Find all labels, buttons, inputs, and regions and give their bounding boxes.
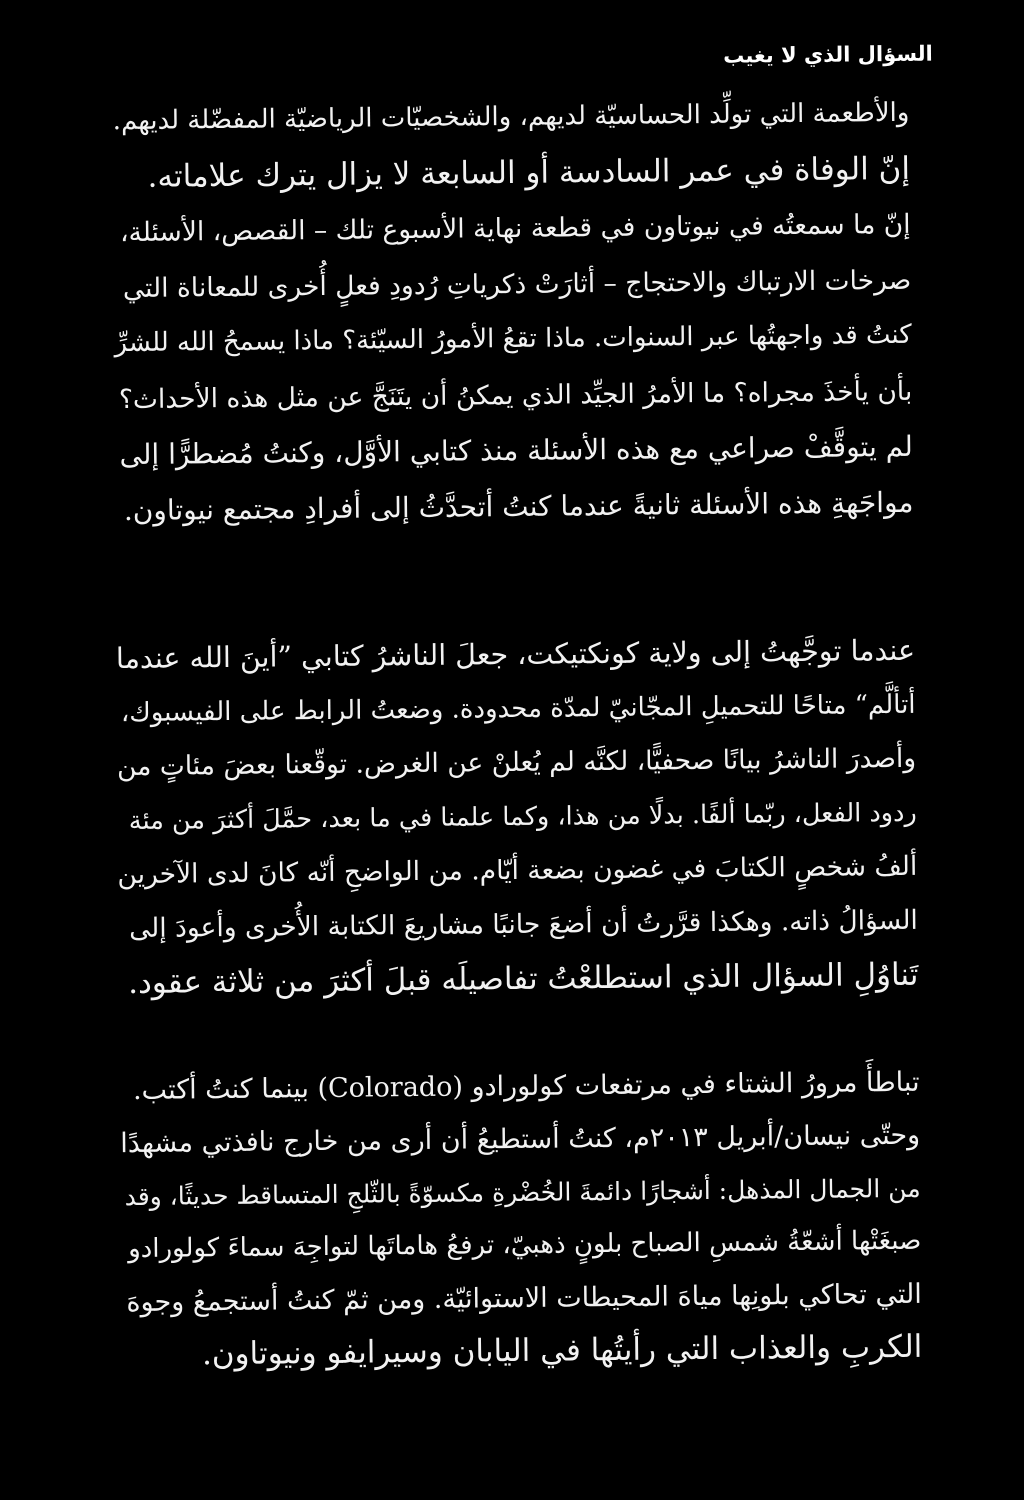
text-line: من الجمال المذهل: أشجارًا دائمةَ الخُضْرةِ مكسوّةً بالثّلجِ المتساقط حديثًا، وقد — [124, 1173, 921, 1212]
text-line: وحتّى نيسان/أبريل ٢٠١٣م، كنتُ أستطيعُ أن أرى من خارج نافذتي مشهدًا — [120, 1119, 921, 1160]
text-line: التي تحاكي بلونِها مياهَ المحيطات الاستوائيّة. ومن ثمّ كنتُ أستجمعُ وجوهَ — [126, 1278, 922, 1319]
text-line: والأطعمة التي تولِّد الحساسيّة لديهم، والشخصيّات الرياضيّة المفضّلة لديهم. — [112, 97, 910, 137]
text-line: كنتُ قد واجهتُها عبر السنوات. ماذا تقعُ الأمورُ السيّئة؟ ماذا يسمحُ الله للشرِّ — [114, 319, 912, 359]
text-line: مواجَهةِ هذه الأسئلة ثانيةً عندما كنتُ أتحدَّثُ إلى أفرادِ مجتمع نيوتاون. — [123, 485, 914, 527]
text-line: إنّ الوفاة في عمر السادسة أو السابعة لا يزال يترك علاماته. — [147, 150, 911, 195]
paragraph-1 — [109, 86, 914, 538]
paragraph-2 — [115, 624, 919, 1010]
text-line: وأصدرَ الناشرُ بيانًا صحفيًّا، لكنَّه لم يُعلنْ عن الغرض. توقّعنا بعضَ مئاتٍ من — [116, 742, 917, 783]
text-line: لم يتوقَّفْ صراعي مع هذه الأسئلة منذ كتابي الأوَّل، وكنتُ مُضطرًّا إلى — [119, 429, 914, 472]
text-line: الكربِ والعذاب التي رأيتُها في اليابان وسيرايفو ونيوتاون. — [201, 1328, 923, 1373]
text-line: صرخات الارتباك والاحتجاج – أثارَتْ ذكرياتِ رُدودِ فعلٍ أُخرى للمعاناة التي — [122, 264, 912, 304]
running-header: السؤال الذي لا يغيب — [723, 41, 933, 68]
paragraph-3 — [119, 1056, 922, 1382]
text-line: السؤالُ ذاته. وهكذا قرَّرتُ أن أضعَ جانبًا مشاريعَ الكتابة الأُخرى وأعودَ إلى — [128, 904, 918, 945]
text-line: بأن يأخذَ مجراه؟ ما الأمرُ الجيِّد الذي يمكنُ أن يتَنَجَّ عن مثل هذه الأحداث؟ — [118, 375, 913, 415]
text-line: تباطأَ مرورُ الشتاء في مرتفعات كولورادو (Colorado) بينما كنتُ أكتب. — [132, 1066, 920, 1106]
text-line: عندما توجَّهتُ إلى ولاية كونكتيكت، جعلَ الناشرُ كتابي ”أينَ الله عندما — [115, 633, 916, 676]
text-line: إنّ ما سمعتُه في نيوتاون في قطعة نهاية الأسبوع تلك – القصص، الأسئلة، — [119, 208, 911, 249]
text-line: صبغَتْها أشعّةُ شمسِ الصباح بلونٍ ذهبيّ، ترفعُ هاماتَها لتواجِهَ سماءَ كولورادو — [127, 1225, 922, 1265]
text-line: تَناوُلِ السؤال الذي استطلعْتُ تفاصيلَه قبلَ أكثرَ من ثلاثة عقود. — [127, 956, 919, 1002]
text-line: أتألَّم“ متاحًا للتحميلِ المجّانيّ لمدّة محدودة. وضعتُ الرابط على الفيسبوك، — [120, 689, 916, 729]
text-line: ردود الفعل، ربّما ألفًا. بدلًا من هذا، وكما علمنا في ما بعد، حمَّلَ أكثرَ من مئة — [128, 797, 917, 837]
text-line: ألفُ شخصٍ الكتابَ في غضون بضعة أيّام. من الواضحِ أنّه كانَ لدى الآخرين — [117, 850, 918, 891]
